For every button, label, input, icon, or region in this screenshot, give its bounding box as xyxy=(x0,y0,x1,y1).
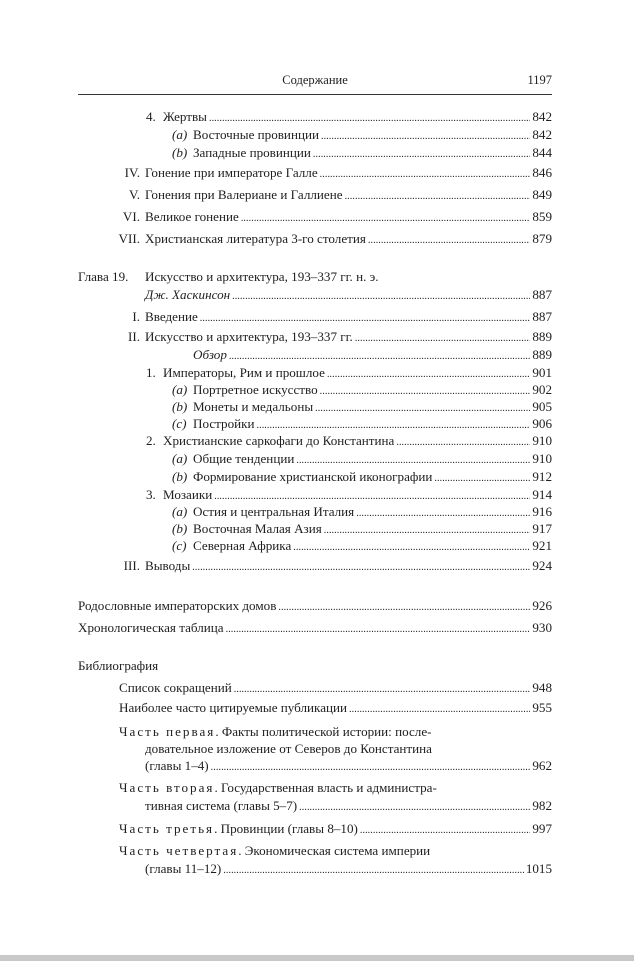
toc-entry: III. Выводы . . . 924 xyxy=(116,557,552,574)
toc-entry-part1-cont: (главы 1–4) . . . 962 xyxy=(145,757,552,774)
toc-entry: (a) Остия и центральная Италия . . . 916 xyxy=(172,503,552,520)
header-title: Содержание xyxy=(282,73,348,87)
toc-entry: IV. Гонение при императоре Галле . . . 846 xyxy=(116,164,552,181)
header-rule xyxy=(78,94,552,95)
toc-entry: (a) Портретное искусство . . . 902 xyxy=(172,381,552,398)
toc-entry: Обзор . . . 889 xyxy=(193,346,552,363)
toc-entry-part2: Часть вторая . Государственная власть и администра- xyxy=(119,780,437,795)
toc-entry: Список сокращений . . . 948 xyxy=(119,679,552,696)
toc-entry: II. Искусство и архитектура, 193–337 гг. . . . 889 xyxy=(116,328,552,345)
toc-entry: (c) Северная Африка . . . 921 xyxy=(172,537,552,554)
toc-entry: Хронологическая таблица . . . 930 xyxy=(78,619,552,636)
toc-entry: (a) Восточные провинции . . . 842 xyxy=(172,126,552,143)
bibliography-heading: Библиография xyxy=(78,658,159,673)
toc-entry: VII. Христианская литература 3-го столетия . . . 879 xyxy=(116,230,552,247)
header-page-number: 1197 xyxy=(527,73,552,87)
chapter-heading: Глава 19. Искусство и архитектура, 193–337 гг. н. э. xyxy=(78,269,379,284)
toc-entry-part3: Часть третья . Провинции (главы 8–10) . . . 997 xyxy=(119,820,552,837)
running-header xyxy=(78,73,552,91)
toc-entry: (c) Постройки . . . 906 xyxy=(172,415,552,432)
toc-entry: (b) Западные провинции . . . 844 xyxy=(172,144,552,161)
toc-entry: Наиболее часто цитируемые публикации . . . 955 xyxy=(119,699,552,716)
toc-entry: (a) Общие тенденции . . . 910 xyxy=(172,450,552,467)
toc-entry-part2-cont: тивная система (главы 5–7) . . . 982 xyxy=(145,797,552,814)
toc-entry-part1-cont: довательное изложение от Северов до Константина xyxy=(145,741,432,756)
toc-entry: (b) Монеты и медальоны . . . 905 xyxy=(172,398,552,415)
toc-entry: V. Гонения при Валериане и Галлиене . . . 849 xyxy=(116,186,552,203)
toc-entry: 2. Христианские саркофаги до Константина . . . 910 xyxy=(146,432,552,449)
toc-entry: (b) Восточная Малая Азия . . . 917 xyxy=(172,520,552,537)
chapter-author: Дж. Хаскинсон . . . 887 xyxy=(145,286,552,303)
toc-entry: VI. Великое гонение . . . 859 xyxy=(116,208,552,225)
toc-entry-part1: Часть первая . Факты политической истории: после- xyxy=(119,724,432,739)
page-edge-shadow xyxy=(0,955,634,961)
toc-entry-part4: Часть четвертая . Экономическая система империи xyxy=(119,843,431,858)
toc-entry: Родословные императорских домов . . . 926 xyxy=(78,597,552,614)
toc-entry: 1. Императоры, Рим и прошлое . . . 901 xyxy=(146,364,552,381)
toc-entry: 4. Жертвы . . . 842 xyxy=(146,108,552,125)
toc-entry: (b) Формирование христианской иконографии . . . 912 xyxy=(172,468,552,485)
toc-entry: 3. Мозаики . . . 914 xyxy=(146,486,552,503)
toc-entry: I. Введение . . . 887 xyxy=(116,308,552,325)
toc-entry-part4-cont: (главы 11–12) . . . 1015 xyxy=(145,860,552,877)
